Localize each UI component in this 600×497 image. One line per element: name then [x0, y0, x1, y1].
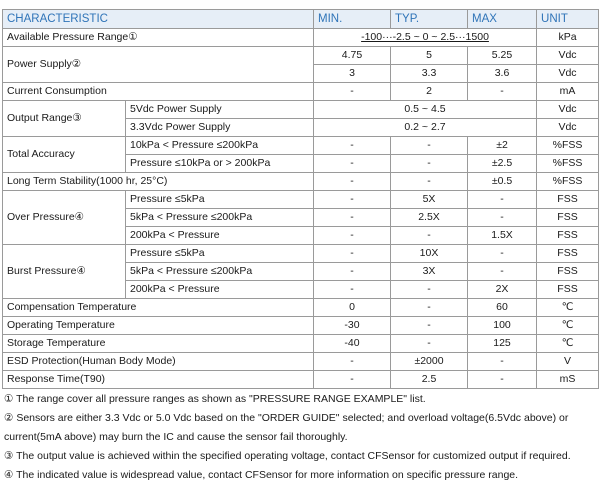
cell-max: 1.5X [468, 227, 537, 245]
cell-typ: - [391, 173, 468, 191]
cell-min: -30 [314, 317, 391, 335]
cell-unit: Vdc [537, 119, 599, 137]
cell-min: 0 [314, 299, 391, 317]
cell-unit: mS [537, 371, 599, 389]
row-name: Response Time(T90) [3, 371, 314, 389]
cell-condition: Pressure ≤5kPa [126, 191, 314, 209]
cell-unit: ℃ [537, 335, 599, 353]
cell-max: ±0.5 [468, 173, 537, 191]
row-name: ESD Protection(Human Body Mode) [3, 353, 314, 371]
cell-min: 3 [314, 65, 391, 83]
cell-max: 100 [468, 317, 537, 335]
cell-condition: 200kPa < Pressure [126, 227, 314, 245]
cell-unit: %FSS [537, 137, 599, 155]
table-row [3, 101, 599, 119]
cell-typ: 5 [391, 47, 468, 65]
cell-max: ±2.5 [468, 155, 537, 173]
cell-typ: - [391, 317, 468, 335]
row-name: Output Range③ [3, 101, 126, 137]
cell-max: - [468, 209, 537, 227]
cell-typ: 3.3 [391, 65, 468, 83]
cell-condition: 5kPa < Pressure ≤200kPa [126, 263, 314, 281]
cell-typ: - [391, 299, 468, 317]
header-typ: TYP. [391, 10, 468, 29]
table-row [3, 245, 599, 263]
cell-min: 4.75 [314, 47, 391, 65]
header-min: MIN. [314, 10, 391, 29]
footnote-2: ② Sensors are either 3.3 Vdc or 5.0 Vdc based on the "ORDER GUIDE" selected; and overload voltage(6.5Vdc above) or [4, 412, 569, 424]
cell-min: - [314, 281, 391, 299]
cell-unit: %FSS [537, 173, 599, 191]
cell-condition: 5kPa < Pressure ≤200kPa [126, 209, 314, 227]
cell-value: -100···-2.5 ~ 0 ~ 2.5···1500 [314, 29, 537, 47]
cell-min: -40 [314, 335, 391, 353]
cell-unit: ℃ [537, 299, 599, 317]
cell-unit: FSS [537, 227, 599, 245]
cell-max: ±2 [468, 137, 537, 155]
cell-unit: FSS [537, 191, 599, 209]
cell-max: 60 [468, 299, 537, 317]
cell-max: 3.6 [468, 65, 537, 83]
cell-typ: 2.5X [391, 209, 468, 227]
cell-typ: 2 [391, 83, 468, 101]
header-unit: UNIT [537, 10, 599, 29]
table-row [3, 371, 599, 389]
cell-min: - [314, 137, 391, 155]
cell-min: - [314, 227, 391, 245]
cell-max: - [468, 263, 537, 281]
cell-min: - [314, 155, 391, 173]
cell-unit: V [537, 353, 599, 371]
table-row [3, 191, 599, 209]
row-name: Available Pressure Range① [3, 29, 314, 47]
cell-typ: - [391, 335, 468, 353]
row-name: Current Consumption [3, 83, 314, 101]
row-name: Operating Temperature [3, 317, 314, 335]
cell-typ: - [391, 137, 468, 155]
cell-min: - [314, 245, 391, 263]
cell-unit: mA [537, 83, 599, 101]
spec-table [2, 9, 599, 389]
row-name: Storage Temperature [3, 335, 314, 353]
footnote-1: ① The range cover all pressure ranges as shown as "PRESSURE RANGE EXAMPLE" list. [4, 393, 426, 405]
cell-typ: 3X [391, 263, 468, 281]
cell-min: - [314, 173, 391, 191]
row-name: Total Accuracy [3, 137, 126, 173]
footnote-2-continued: current(5mA above) may burn the IC and cause the sensor fail thoroughly. [4, 431, 348, 443]
cell-typ: - [391, 281, 468, 299]
table-row [3, 317, 599, 335]
row-name: Compensation Temperature [3, 299, 314, 317]
cell-unit: FSS [537, 281, 599, 299]
cell-unit: FSS [537, 245, 599, 263]
cell-unit: FSS [537, 209, 599, 227]
cell-max: 5.25 [468, 47, 537, 65]
cell-max: - [468, 245, 537, 263]
row-name: Over Pressure④ [3, 191, 126, 245]
cell-typ: 5X [391, 191, 468, 209]
cell-condition: 200kPa < Pressure [126, 281, 314, 299]
cell-max: - [468, 191, 537, 209]
table-header-row [3, 10, 599, 29]
cell-typ: ±2000 [391, 353, 468, 371]
table-row [3, 299, 599, 317]
cell-min: - [314, 191, 391, 209]
cell-unit: FSS [537, 263, 599, 281]
cell-max: - [468, 371, 537, 389]
cell-max: 125 [468, 335, 537, 353]
cell-min: - [314, 371, 391, 389]
footnotes [4, 390, 598, 485]
cell-max: - [468, 353, 537, 371]
cell-value: 0.5 ~ 4.5 [314, 101, 537, 119]
cell-min: - [314, 83, 391, 101]
row-name: Long Term Stability(1000 hr, 25°C) [3, 173, 314, 191]
cell-unit: ℃ [537, 317, 599, 335]
table-row [3, 173, 599, 191]
header-max: MAX [468, 10, 537, 29]
cell-unit: kPa [537, 29, 599, 47]
table-row [3, 83, 599, 101]
cell-unit: Vdc [537, 65, 599, 83]
table-row [3, 137, 599, 155]
cell-typ: - [391, 227, 468, 245]
table-row [3, 29, 599, 47]
cell-condition: Pressure ≤5kPa [126, 245, 314, 263]
footnote-4: ④ The indicated value is widespread value, contact CFSensor for more information on specific pressure range. [4, 469, 519, 481]
cell-max: 2X [468, 281, 537, 299]
table-row [3, 47, 599, 65]
cell-condition: 3.3Vdc Power Supply [126, 119, 314, 137]
cell-condition: Pressure ≤10kPa or > 200kPa [126, 155, 314, 173]
cell-typ: 10X [391, 245, 468, 263]
cell-min: - [314, 263, 391, 281]
table-row [3, 335, 599, 353]
cell-typ: 2.5 [391, 371, 468, 389]
cell-typ: - [391, 155, 468, 173]
row-name: Power Supply② [3, 47, 314, 83]
cell-unit: %FSS [537, 155, 599, 173]
table-row [3, 353, 599, 371]
header-characteristic: CHARACTERISTIC [3, 10, 314, 29]
cell-condition: 5Vdc Power Supply [126, 101, 314, 119]
cell-condition: 10kPa < Pressure ≤200kPa [126, 137, 314, 155]
footnote-3: ③ The output value is achieved within the specified operating voltage, contact CFSensor for customized output if required. [4, 450, 571, 462]
cell-unit: Vdc [537, 47, 599, 65]
cell-min: - [314, 353, 391, 371]
cell-value: 0.2 ~ 2.7 [314, 119, 537, 137]
row-name: Burst Pressure④ [3, 245, 126, 299]
cell-min: - [314, 209, 391, 227]
cell-max: - [468, 83, 537, 101]
cell-unit: Vdc [537, 101, 599, 119]
